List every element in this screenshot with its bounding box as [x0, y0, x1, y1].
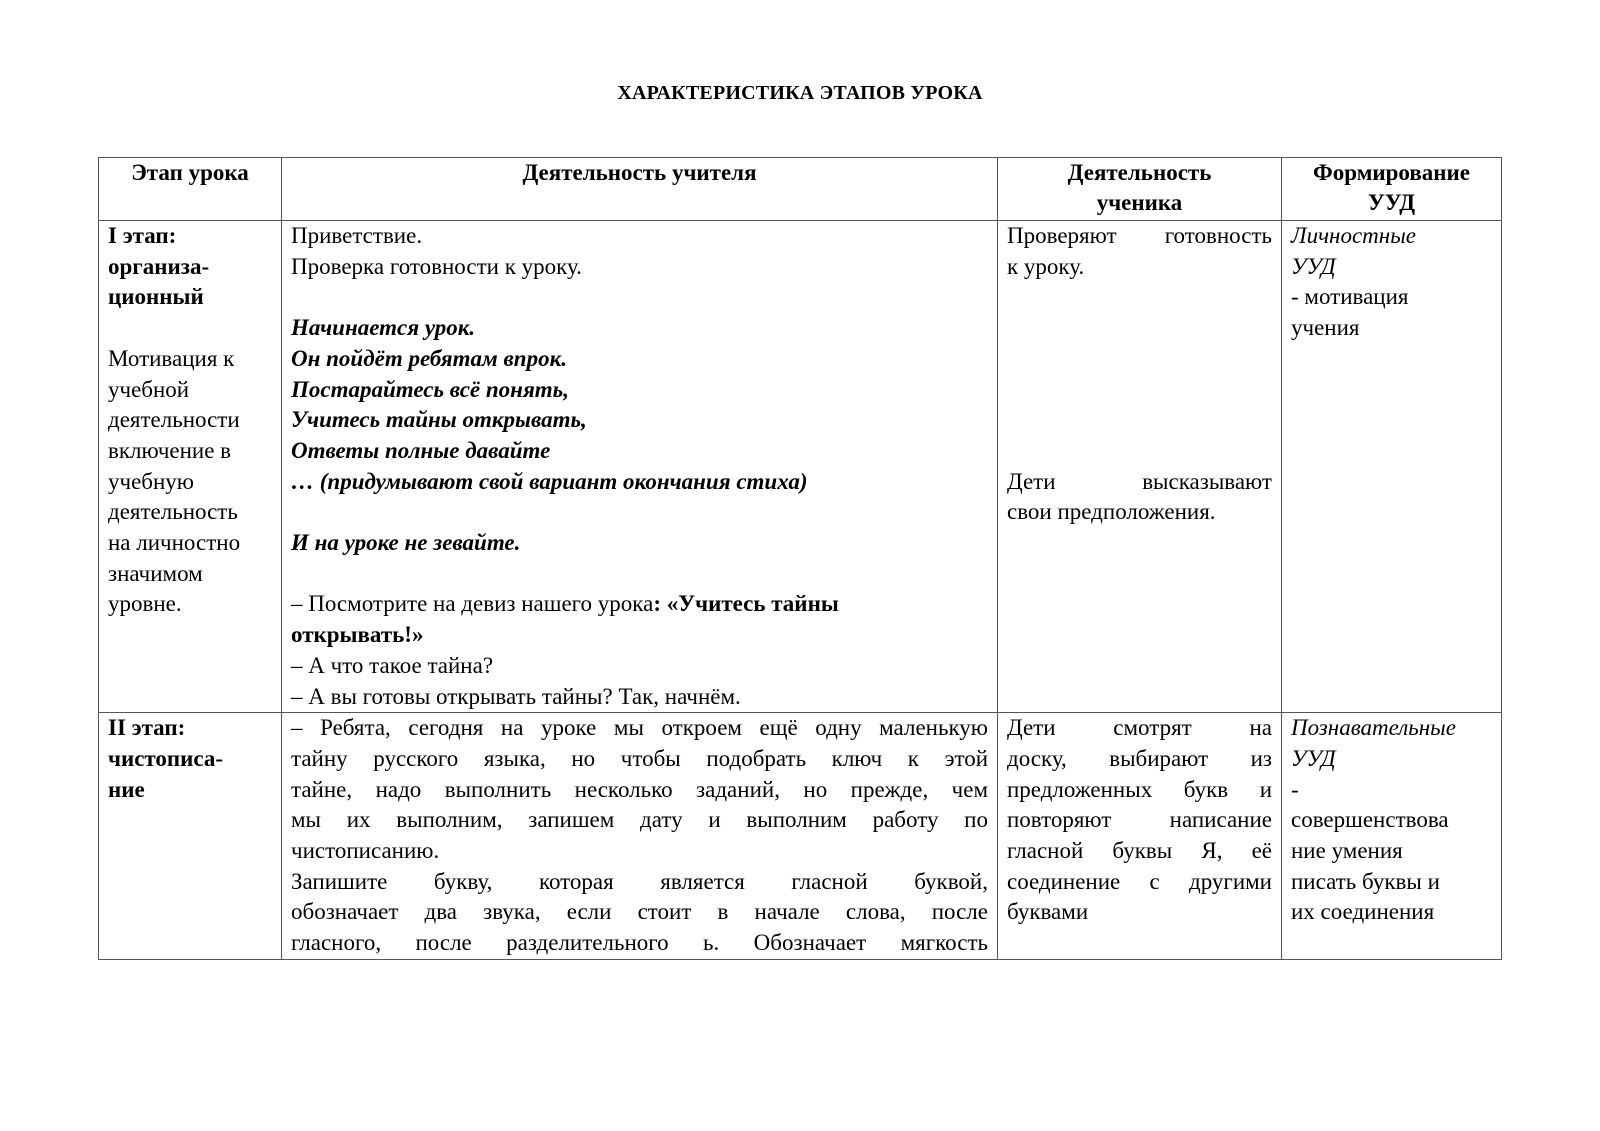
lesson-stages-table: [98, 157, 1502, 960]
motto-line: – Посмотрите на девиз нашего урока: «Учитесь тайны: [291, 591, 839, 617]
poem-line: … (придумывают свой вариант окончания стиха): [291, 468, 808, 494]
uud-cell: Личностные УУД - мотивация учения: [1282, 221, 1502, 713]
table-row: [99, 221, 1502, 713]
student-activity-cell: Проверяют готовность к уроку. Дети высказывают свои предположения.: [998, 221, 1282, 713]
question-line: – А что такое тайна?: [291, 652, 494, 678]
poem-line: Постарайтесь всё понять,: [291, 376, 569, 402]
header-teacher-activity: Деятельность учителя: [282, 158, 998, 221]
uud-cell: Познавательные УУД - совершенствова ние умения писать буквы и их соединения: [1282, 713, 1502, 960]
question-line: – А вы готовы открывать тайны? Так, начнём.: [291, 683, 741, 709]
student-activity-cell: Дети смотрят на доску, выбирают из предложенных букв и повторяют написание гласной буквы Я, её соединение с другими буквами: [998, 713, 1282, 960]
page-title: ХАРАКТЕРИСТИКА ЭТАПОВ УРОКА: [617, 82, 983, 104]
teacher-activity-cell: Приветствие. Проверка готовности к уроку. Начинается урок. Он пойдёт ребятам впрок. Постарайтесь всё понять, Учитесь тайны открывать, Ответы полные давайте … (придумывают свой вариант окончания стиха) И на уроке не зевайте. – Посмотрите на девиз нашего урока: «Учитесь тайны открывать!» – А что такое тайна? – А вы готовы открывать тайны? Так, начнём.: [282, 221, 998, 713]
stage-cell: II этап: чистописа- ние: [99, 713, 282, 960]
teacher-activity-cell: – Ребята, сегодня на уроке мы откроем ещё одну маленькую тайну русского языка, но чтобы подобрать ключ к этой тайне, надо выполнить несколько заданий, но прежде, чем мы их выполним, запишем дату и выполним работу по чистописанию. Запишите букву, которая является гласной буквой, обозначает два звука, если стоит в начале слова, после гласного, после разделительного ь. Обозначает мягкость: [282, 713, 998, 960]
table-header-row: [99, 158, 1502, 221]
poem-end: И на уроке не зевайте.: [291, 530, 521, 555]
poem-line: Учитесь тайны открывать,: [291, 407, 587, 433]
table-row: [99, 713, 1502, 960]
header-uud: Формирование УУД: [1282, 158, 1502, 221]
poem-line: Начинается урок.: [291, 315, 476, 341]
header-student-activity: Деятельность ученика: [998, 158, 1282, 221]
motto-line: открывать!»: [291, 622, 424, 648]
poem-line: Ответы полные давайте: [291, 437, 551, 463]
poem-line: Он пойдёт ребятам впрок.: [291, 345, 567, 371]
stage-cell: I этап: организа- ционный Мотивация к учебной деятельности включение в учебную деятельность на личностно значимом уровне.: [99, 221, 282, 713]
header-stage: Этап урока: [99, 158, 282, 221]
